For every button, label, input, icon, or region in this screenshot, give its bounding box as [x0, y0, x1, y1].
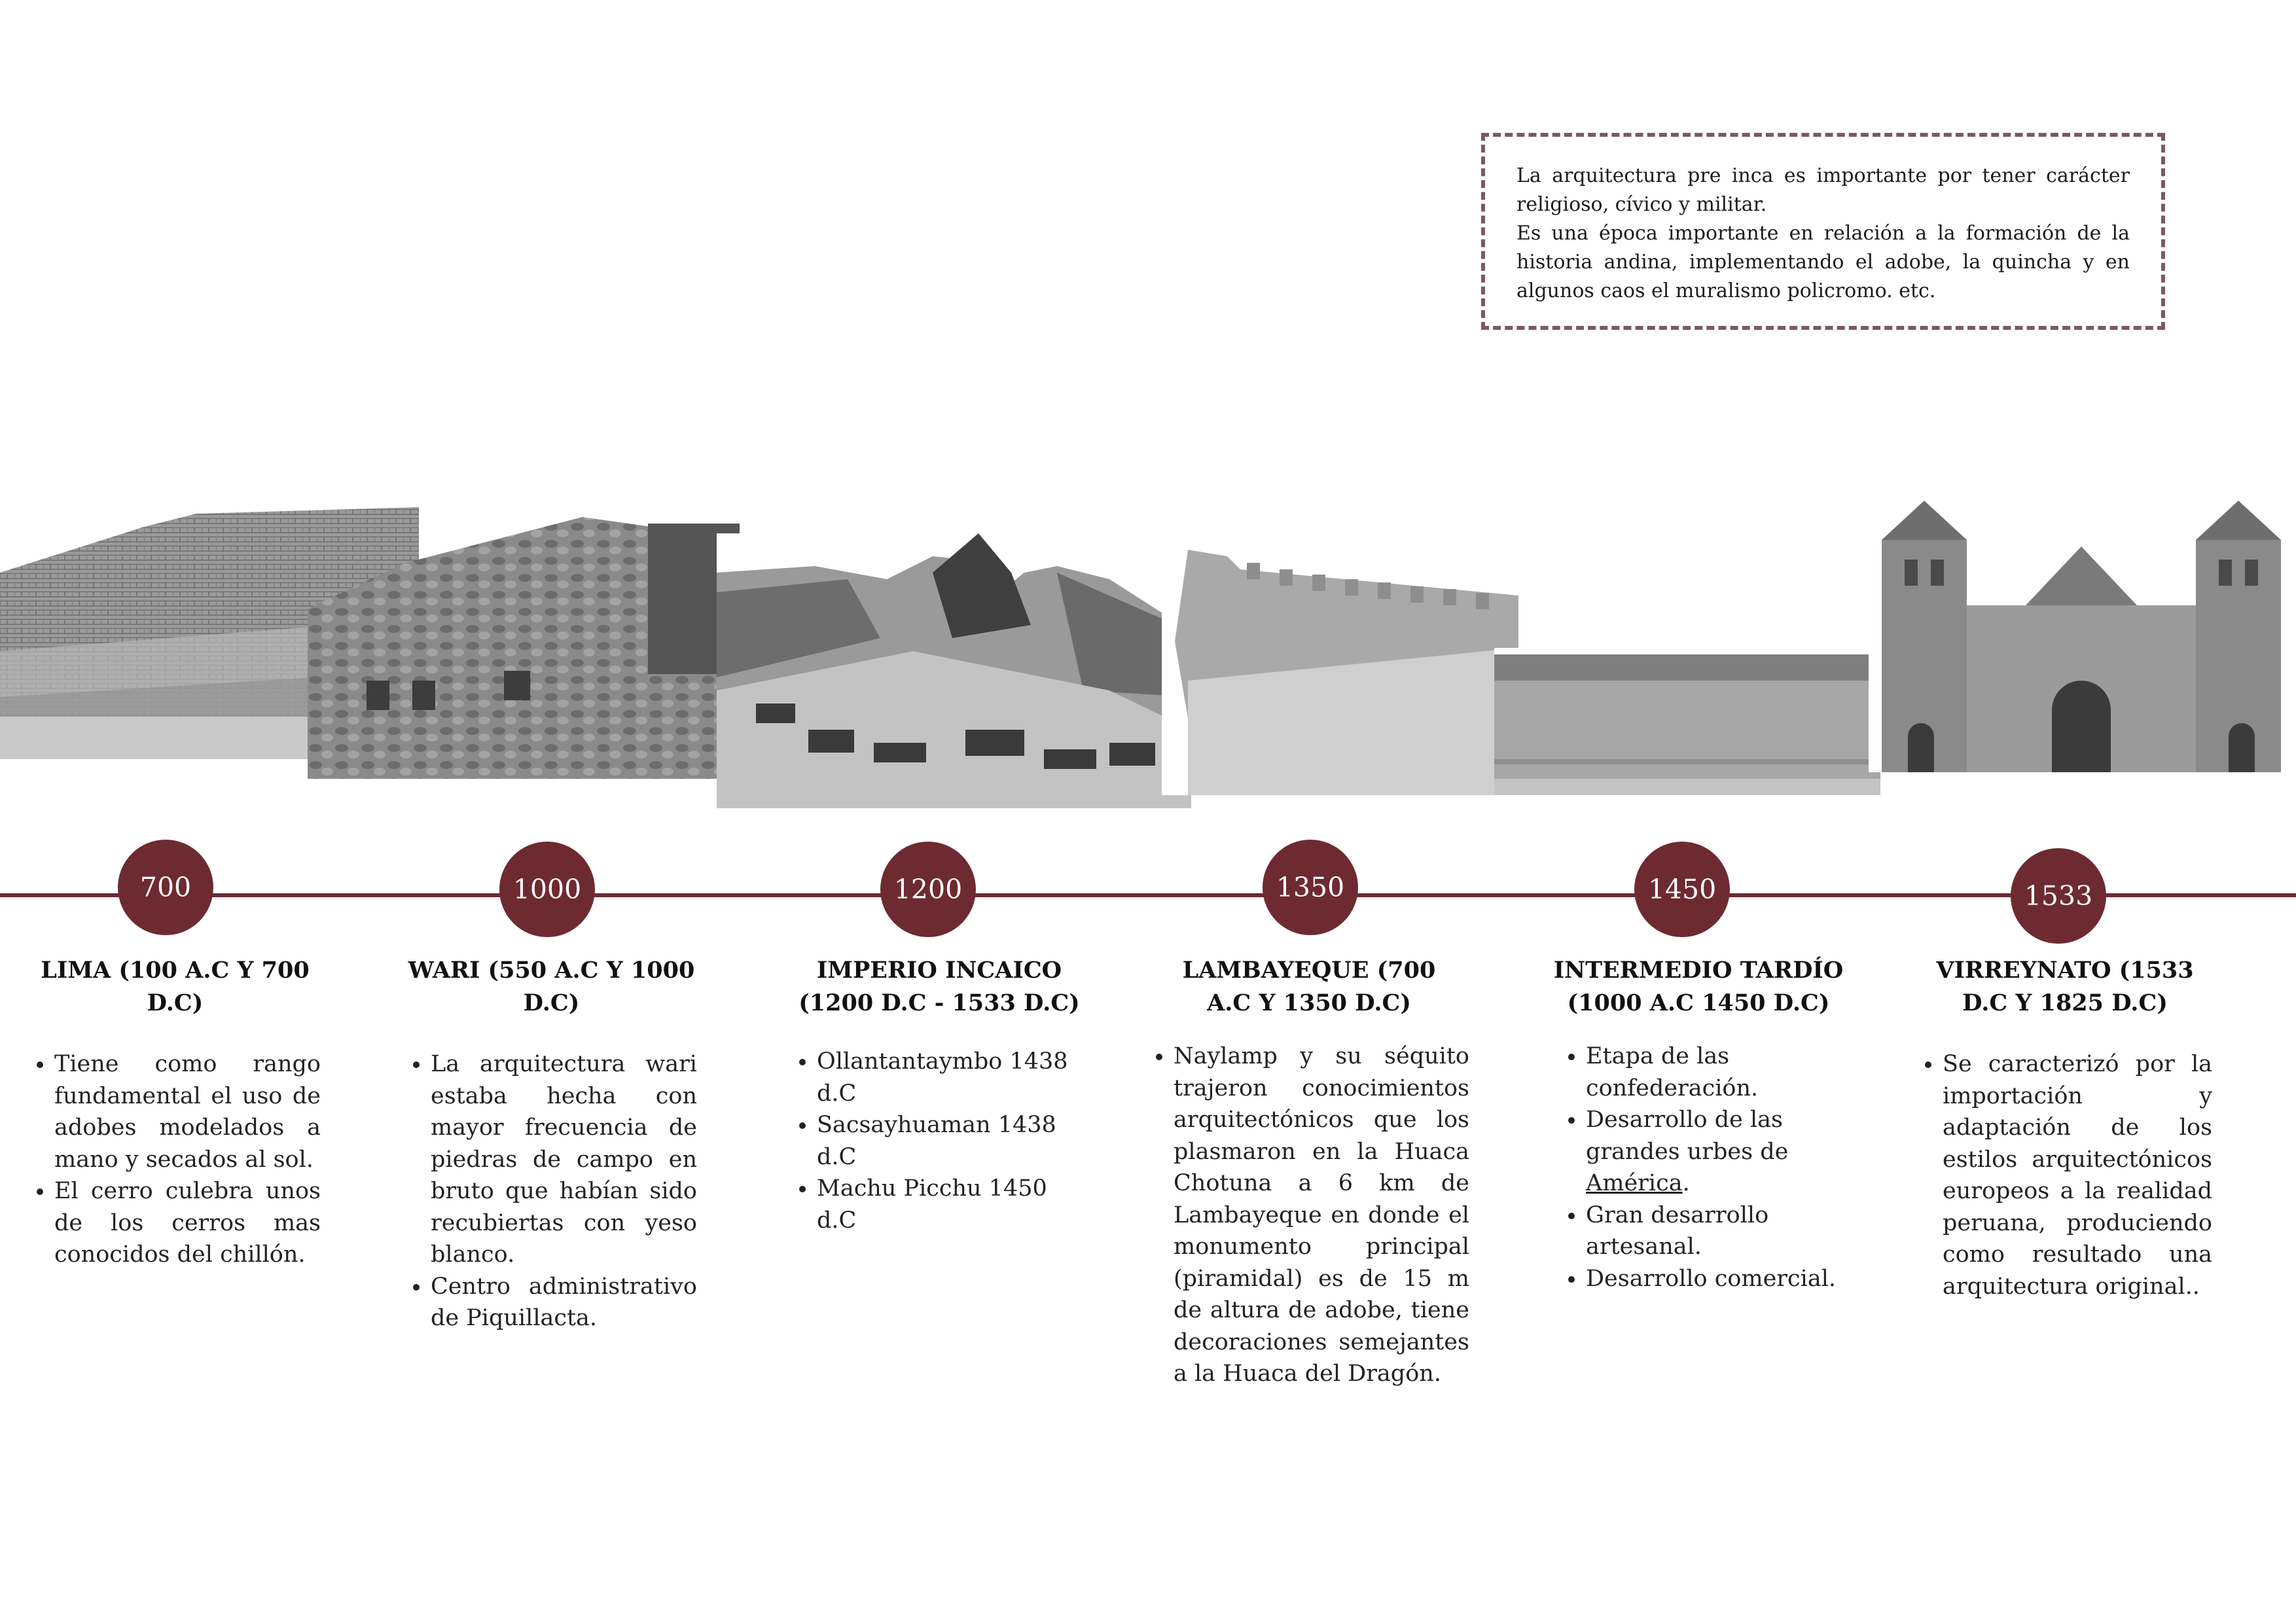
period-bullets — [29, 1048, 321, 1271]
period-title-line-1: IMPERIO INCAICO — [816, 957, 1062, 984]
period-title — [406, 954, 697, 1020]
period-title-line-1: WARI (550 A.C Y 1000 — [408, 957, 695, 984]
intro-note-box — [1481, 133, 2165, 330]
lambayeque-photo — [1162, 550, 1518, 795]
machu-picchu-photo — [717, 533, 1191, 808]
period-title-line-2: (1200 D.C - 1533 D.C) — [798, 990, 1080, 1016]
period-lambayeque — [1149, 954, 1469, 1390]
bullet-text: . — [1682, 1170, 1690, 1196]
wari-wall-photo — [308, 504, 740, 779]
period-title-line-1: VIRREYNATO (1533 — [1936, 957, 2194, 984]
period-title — [792, 954, 1086, 1020]
period-title-line-2: D.C Y 1825 D.C) — [1962, 990, 2168, 1016]
period-title-line-2: D.C) — [147, 990, 204, 1016]
period-bullets — [406, 1048, 697, 1334]
period-lima — [29, 954, 321, 1271]
period-bullets — [1918, 1048, 2212, 1302]
period-title-line-1: LIMA (100 A.C Y 700 — [41, 957, 310, 984]
period-title — [1918, 954, 2212, 1020]
bullet-item: • Se caracterizó por la importación y adaptación de los estilos arquitectónicos europeos a la realidad peruana, produciendo como resultado una arquitectura original.. — [1943, 1048, 2212, 1302]
bullet-text: Desarrollo de las grandes urbes de — [1586, 1107, 1789, 1165]
period-title-line-2: A.C Y 1350 D.C) — [1207, 990, 1411, 1016]
period-title-line-1: LAMBAYEQUE (700 — [1182, 957, 1436, 984]
bullet-item: • Machu Picchu 1450 d.C — [817, 1173, 1086, 1236]
period-virreynato — [1918, 954, 2212, 1302]
period-wari — [406, 954, 697, 1334]
period-intermedio-tardio — [1541, 954, 1856, 1294]
intro-paragraph-2: Es una época importante en relación a la formación de la historia andina, implementando el adobe, la quincha y en algunos caos el muralismo policromo. etc. — [1516, 222, 2130, 302]
bullet-item: • Ollantantaymbo 1438 d.C — [817, 1046, 1086, 1109]
bullet-item — [1586, 1104, 1856, 1200]
year-marker-1350: 1350 — [1263, 840, 1358, 935]
period-imperio-incaico — [792, 954, 1086, 1236]
period-title-line-2: (1000 A.C 1450 D.C) — [1567, 990, 1830, 1016]
bullet-item: • La arquitectura wari estaba hecha con mayor frecuencia de piedras de campo en bruto que habían sido recubiertas con yeso blanco. — [431, 1048, 697, 1271]
year-marker-1450: 1450 — [1634, 842, 1730, 937]
period-bullets — [1149, 1041, 1469, 1390]
america-link[interactable]: América — [1586, 1170, 1683, 1196]
intermedio-plaza-photo — [1494, 648, 1880, 795]
period-bullets — [1561, 1041, 1856, 1294]
bullet-item: • Desarrollo comercial. — [1586, 1263, 1856, 1295]
bullet-item: • Tiene como rango fundamental el uso de adobes modelados a mano y secados al sol. — [54, 1048, 321, 1175]
period-title — [29, 954, 321, 1020]
year-marker-1533: 1533 — [2011, 848, 2106, 944]
bullet-item: • Naylamp y su séquito trajeron conocimientos arquitectónicos que los plasmaron en la Huaca Chotuna a 6 km de Lambayeque en donde el monumento principal (piramidal) es de 15 m de altura de adobe, tiene decoraciones semejantes a la Huaca del Dragón. — [1174, 1041, 1469, 1390]
bullet-item: • Etapa de las confederación. — [1586, 1041, 1856, 1104]
period-title — [1149, 954, 1469, 1020]
bullet-item: • El cerro culebra unos de los cerros mas conocidos del chillón. — [54, 1175, 321, 1271]
intro-paragraph-1: La arquitectura pre inca es importante por tener carácter religioso, cívico y militar. — [1516, 164, 2130, 216]
year-marker-700: 700 — [118, 840, 213, 935]
bullet-item: • Sacsayhuaman 1438 d.C — [817, 1109, 1086, 1173]
cusco-cathedral-photo — [1869, 501, 2296, 772]
period-title-line-1: INTERMEDIO TARDÍO — [1553, 957, 1844, 984]
year-marker-1200: 1200 — [880, 842, 976, 937]
year-marker-1000: 1000 — [499, 842, 595, 937]
timeline-line — [0, 893, 2296, 897]
period-title — [1541, 954, 1856, 1020]
bullet-item: • Centro administrativo de Piquillacta. — [431, 1271, 697, 1334]
bullet-item: • Gran desarrollo artesanal. — [1586, 1200, 1856, 1263]
period-title-line-2: D.C) — [523, 990, 580, 1016]
period-bullets — [792, 1046, 1086, 1236]
